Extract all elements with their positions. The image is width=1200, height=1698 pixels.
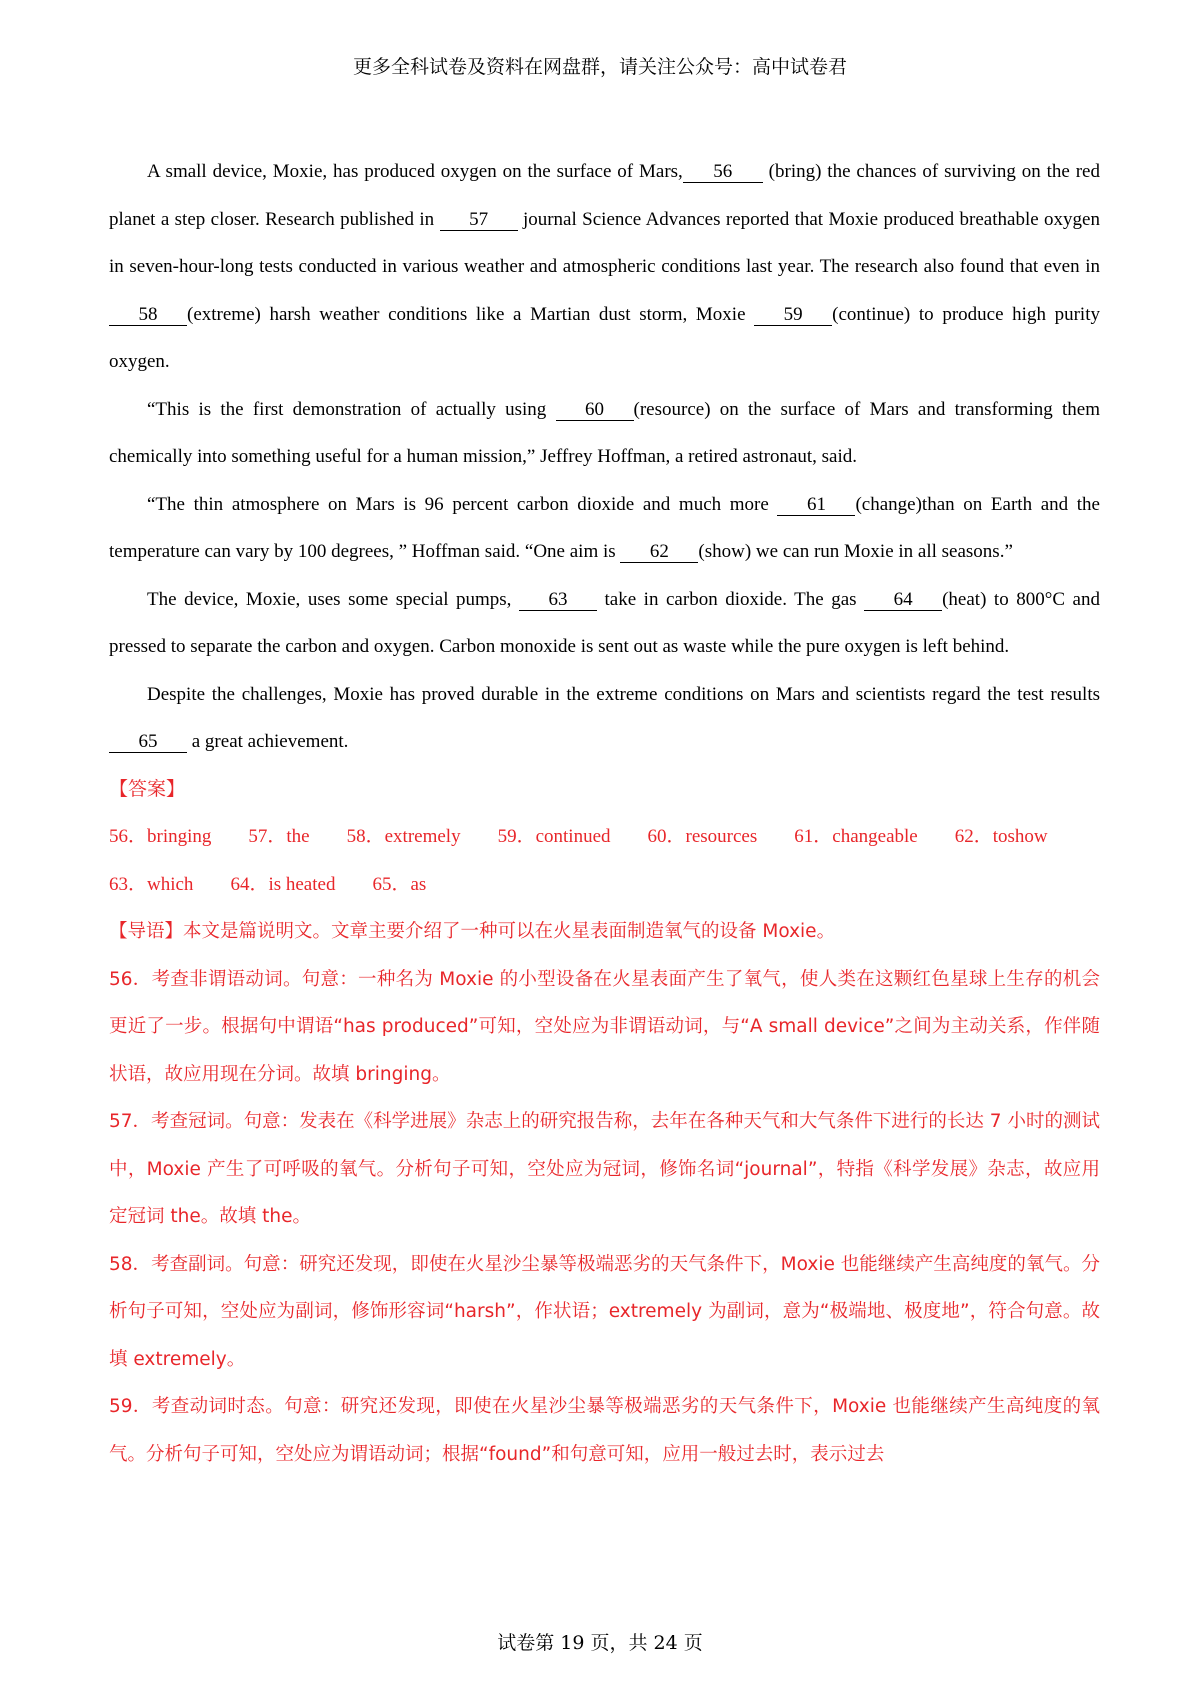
passage-text: (extreme) harsh weather conditions like a Martian dust storm, Moxie	[187, 303, 755, 325]
passage-paragraph-2	[109, 386, 1100, 481]
passage-text: “The thin atmosphere on Mars is 96 percent carbon dioxide and much more	[147, 493, 778, 515]
blank-56: 56	[683, 162, 763, 183]
blank-58: 58	[109, 305, 187, 326]
blank-59: 59	[754, 305, 832, 326]
explanation-58: 58．考查副词。句意：研究还发现，即使在火星沙尘暴等极端恶劣的天气条件下，Moxie 也能继续产生高纯度的氧气。分析句子可知，空处应为副词，修饰形容词“harsh”，作状语；extremely 为副词，意为“极端地、极度地”，符合句意。故填 extremely。	[109, 1253, 1100, 1370]
passage-paragraph-1	[109, 148, 1100, 386]
explanation-57: 57．考查冠词。句意：发表在《科学进展》杂志上的研究报告称，去年在各种天气和大气条件下进行的长达 7 小时的测试中，Moxie 产生了可呼吸的氧气。分析句子可知，空处应为冠词，修饰名词“journal”，特指《科学发展》杂志，故应用定冠词 the。故填 the。	[109, 1111, 1100, 1227]
answer-item: 60．resources	[647, 826, 758, 847]
passage-text: (continue) to produce high purity oxygen.	[109, 303, 1100, 372]
passage-text: (resource) on the surface of Mars and transforming them chemically into something useful for a human mission,” Jeffrey Hoffman, a retired astronaut, said.	[109, 398, 1100, 467]
blank-60: 60	[556, 400, 634, 421]
passage-text: Despite the challenges, Moxie has proved durable in the extreme conditions on Mars and scientists regard the test results	[147, 683, 1100, 705]
answer-item: 62．to	[954, 826, 1008, 847]
passage-text: (change)than on Earth and the temperature can vary by 100 degrees, ” Hoffman said. “One aim is	[109, 493, 1100, 562]
passage-text: (show) we can run Moxie in all seasons.”	[698, 541, 1013, 562]
passage-text: A small device, Moxie, has produced oxygen on the surface of Mars,	[147, 161, 683, 182]
intro-explanation: 【导语】本文是篇说明文。文章主要介绍了一种可以在火星表面制造氧气的设备 Moxie。	[109, 921, 836, 942]
page-content	[109, 148, 1100, 1478]
answer-item: 56．bringing	[109, 826, 212, 847]
blank-61: 61	[777, 495, 855, 516]
answer-item: 58．extremely	[346, 826, 461, 847]
blank-63: 63	[519, 590, 597, 611]
passage-text: (heat) to 800°C and pressed to separate the carbon and oxygen. Carbon monoxide is sent out as waste while the pure oxygen is left behind.	[109, 588, 1100, 657]
answer-list	[109, 813, 1100, 908]
answer-item: 61．changeable	[794, 826, 918, 847]
explanation-56: 56．考查非谓语动词。句意：一种名为 Moxie 的小型设备在火星表面产生了氧气，使人类在这颗红色星球上生存的机会更近了一步。根据句中谓语“has produced”可知，空处应为非谓语动词，与“A small device”之间为主动关系，作伴随状语，故应用现在分词。故填 bringing。	[109, 968, 1100, 1085]
passage-text: take in carbon dioxide. The gas	[596, 588, 865, 610]
blank-62: 62	[620, 542, 698, 563]
passage-text: journal Science Advances reported that Moxie produced breathable oxygen in seven-hour-long tests conducted in various weather and atmospheric conditions last year. The research also found that even in	[109, 208, 1100, 277]
passage-paragraph-3	[109, 481, 1100, 576]
answer-item: show	[1007, 826, 1048, 847]
answer-section	[109, 766, 1100, 1479]
answer-item: 63．which	[109, 873, 194, 895]
blank-57: 57	[440, 210, 518, 231]
blank-64: 64	[864, 590, 942, 611]
answer-item: 64．is heated	[230, 873, 336, 895]
passage-text: (bring) the chances of surviving on the red planet a step closer. Research published in	[109, 161, 1100, 230]
answer-title: 【答案】	[109, 777, 186, 800]
passage-paragraph-4	[109, 576, 1100, 671]
passage-text: The device, Moxie, uses some special pumps,	[147, 588, 519, 610]
answer-item: 59．continued	[497, 826, 611, 847]
answer-item: 57．the	[248, 826, 310, 847]
passage-text: a great achievement.	[187, 731, 349, 752]
passage-paragraph-5	[109, 671, 1100, 766]
page-footer: 试卷第 19 页，共 24 页	[497, 1632, 703, 1654]
blank-65: 65	[109, 732, 187, 753]
page-header: 更多全科试卷及资料在网盘群，请关注公众号：高中试卷君	[352, 56, 847, 78]
answer-item: 65．as	[372, 873, 427, 895]
passage-text: “This is the first demonstration of actually using	[147, 398, 556, 420]
explanation-59: 59．考查动词时态。句意：研究还发现，即使在火星沙尘暴等极端恶劣的天气条件下，Moxie 也能继续产生高纯度的氧气。分析句子可知，空处应为谓语动词；根据“found”和句意可知，应用一般过去时，表示过去	[109, 1396, 1100, 1465]
